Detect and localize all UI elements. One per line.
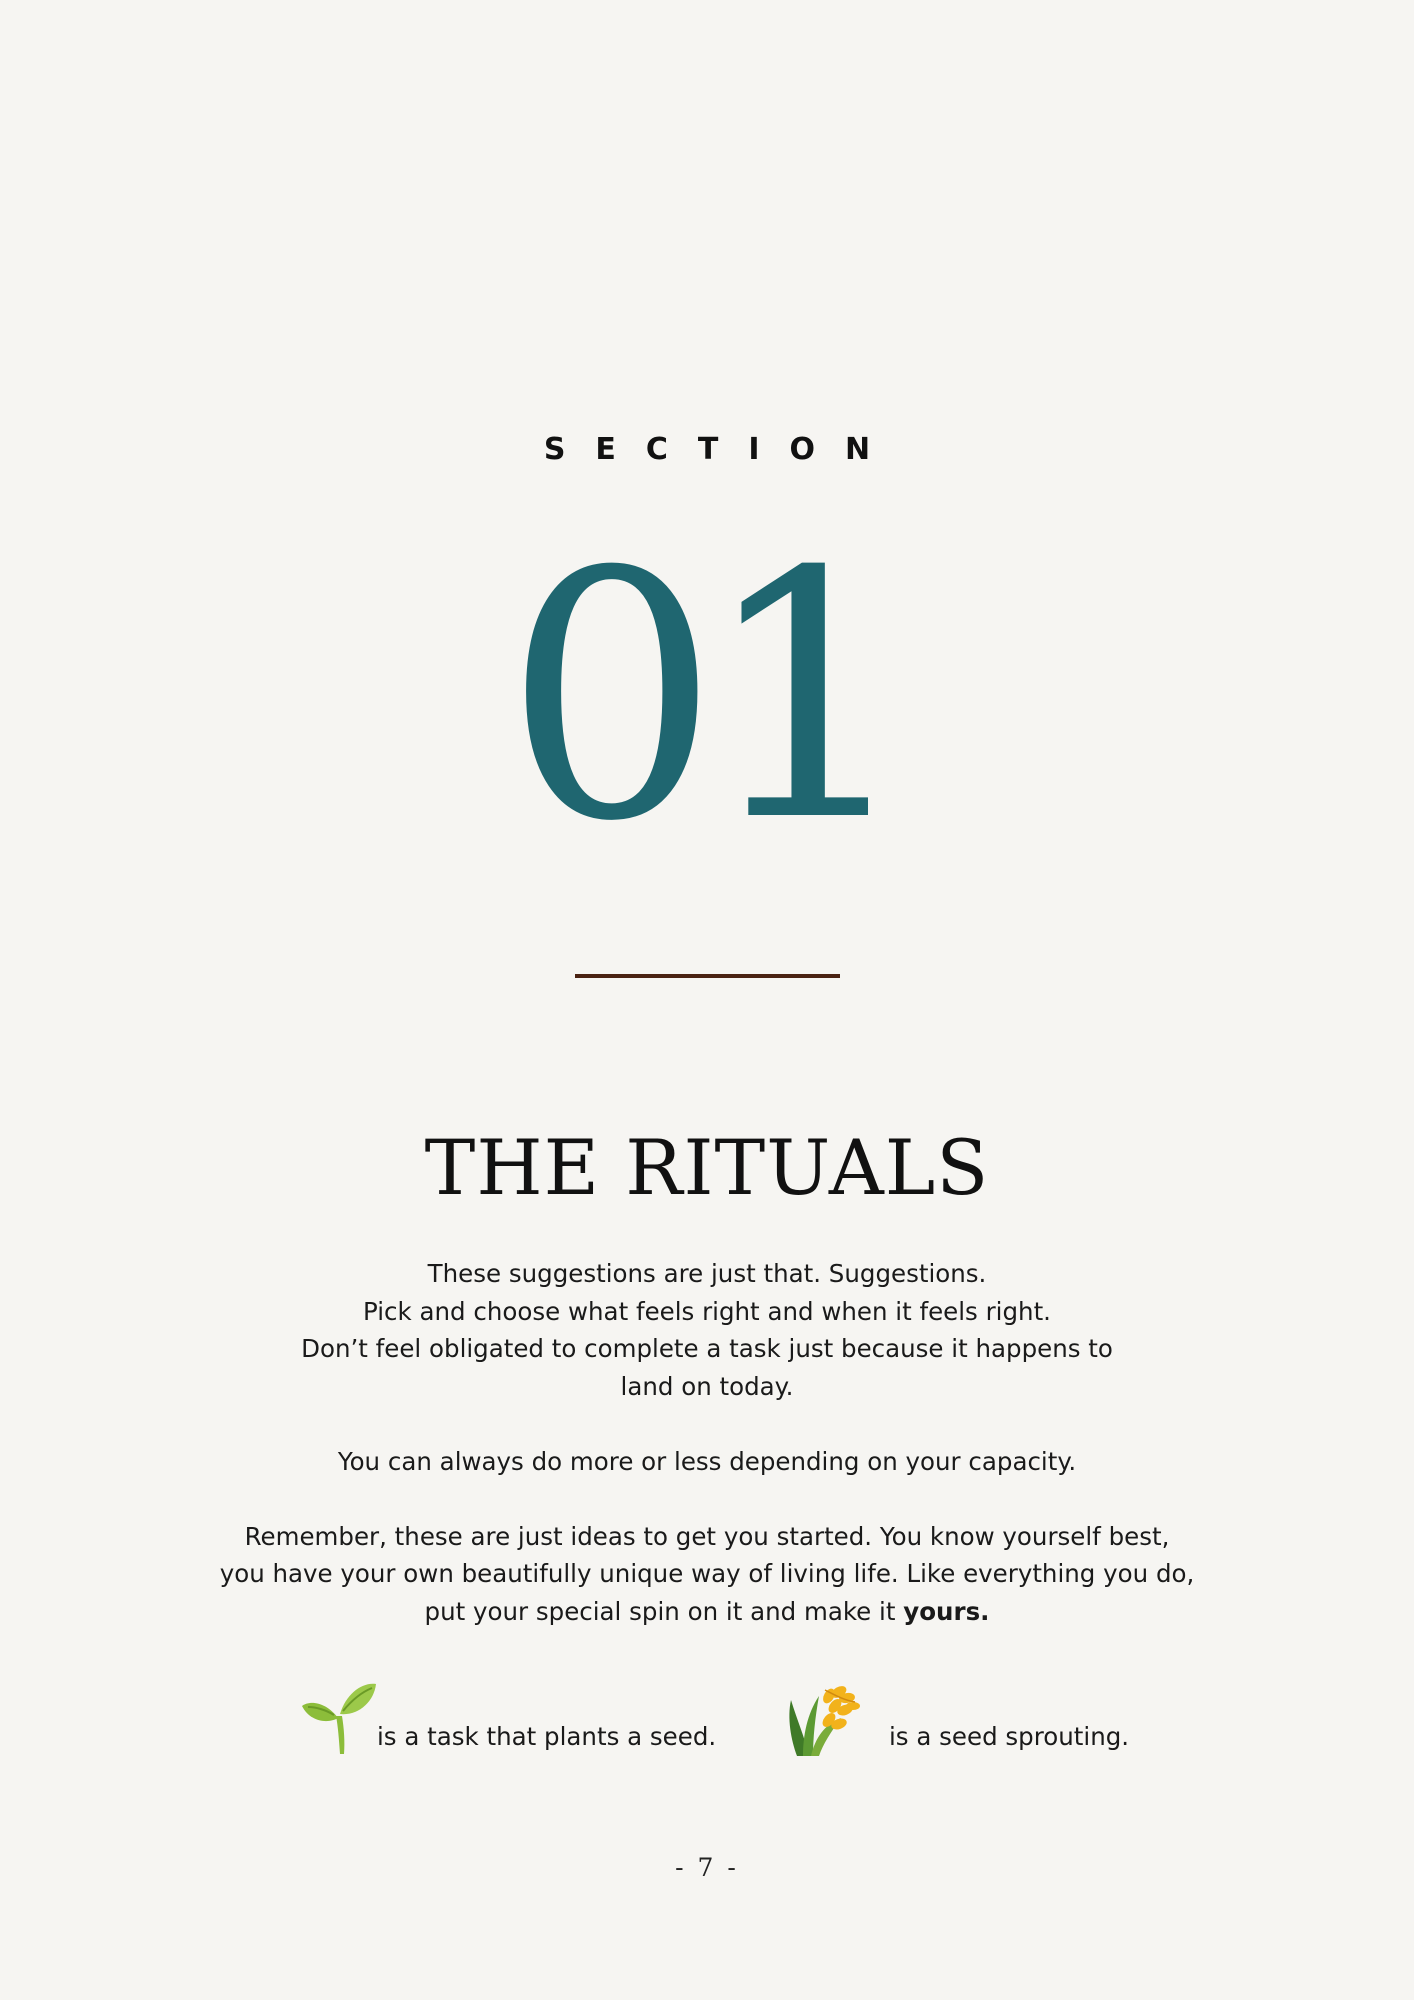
paragraph-2-line-1: You can always do more or less depending on your capacity. — [337, 1446, 1077, 1476]
paragraph-1 — [157, 1255, 1257, 1405]
seedling-icon — [300, 1680, 378, 1756]
page-title: THE RITUALS — [424, 1123, 990, 1212]
legend-sprout-text: is a seed sprouting. — [889, 1722, 1130, 1751]
page-number: - 7 - — [675, 1853, 739, 1882]
emphasis-yours: yours. — [903, 1596, 990, 1626]
paragraph-3-line-1: Remember, these are just ideas to get you started. You know yourself best, — [244, 1521, 1170, 1551]
paragraph-3-line-2: you have your own beautifully unique way of living life. Like everything you do, — [219, 1559, 1195, 1588]
paragraph-2 — [157, 1443, 1257, 1481]
paragraph-3-line-3-text: put your special spin on it and make it — [424, 1596, 904, 1626]
intro-text — [157, 1255, 1257, 1630]
section-divider — [575, 974, 840, 978]
legend-item-sprout — [785, 1672, 1145, 1762]
section-number-text: 01 — [503, 530, 897, 830]
icon-legend — [0, 1672, 1414, 1762]
paragraph-1-line-1: These suggestions are just that. Suggestions. — [427, 1259, 987, 1288]
legend-seed-text: is a task that plants a seed. — [377, 1722, 717, 1751]
paragraph-1-line-2: Pick and choose what feels right and when it feels right. — [363, 1296, 1051, 1326]
paragraph-1-line-4: land on today. — [620, 1371, 794, 1401]
paragraph-3-line-3 — [157, 1593, 1257, 1631]
sprouting-grain-icon — [785, 1680, 861, 1758]
paragraph-3 — [157, 1518, 1257, 1631]
legend-item-seed — [300, 1672, 720, 1762]
section-number — [500, 530, 900, 830]
paragraph-1-line-3: Don’t feel obligated to complete a task just because it happens to — [301, 1334, 1113, 1363]
section-label: SECTION — [543, 432, 901, 467]
